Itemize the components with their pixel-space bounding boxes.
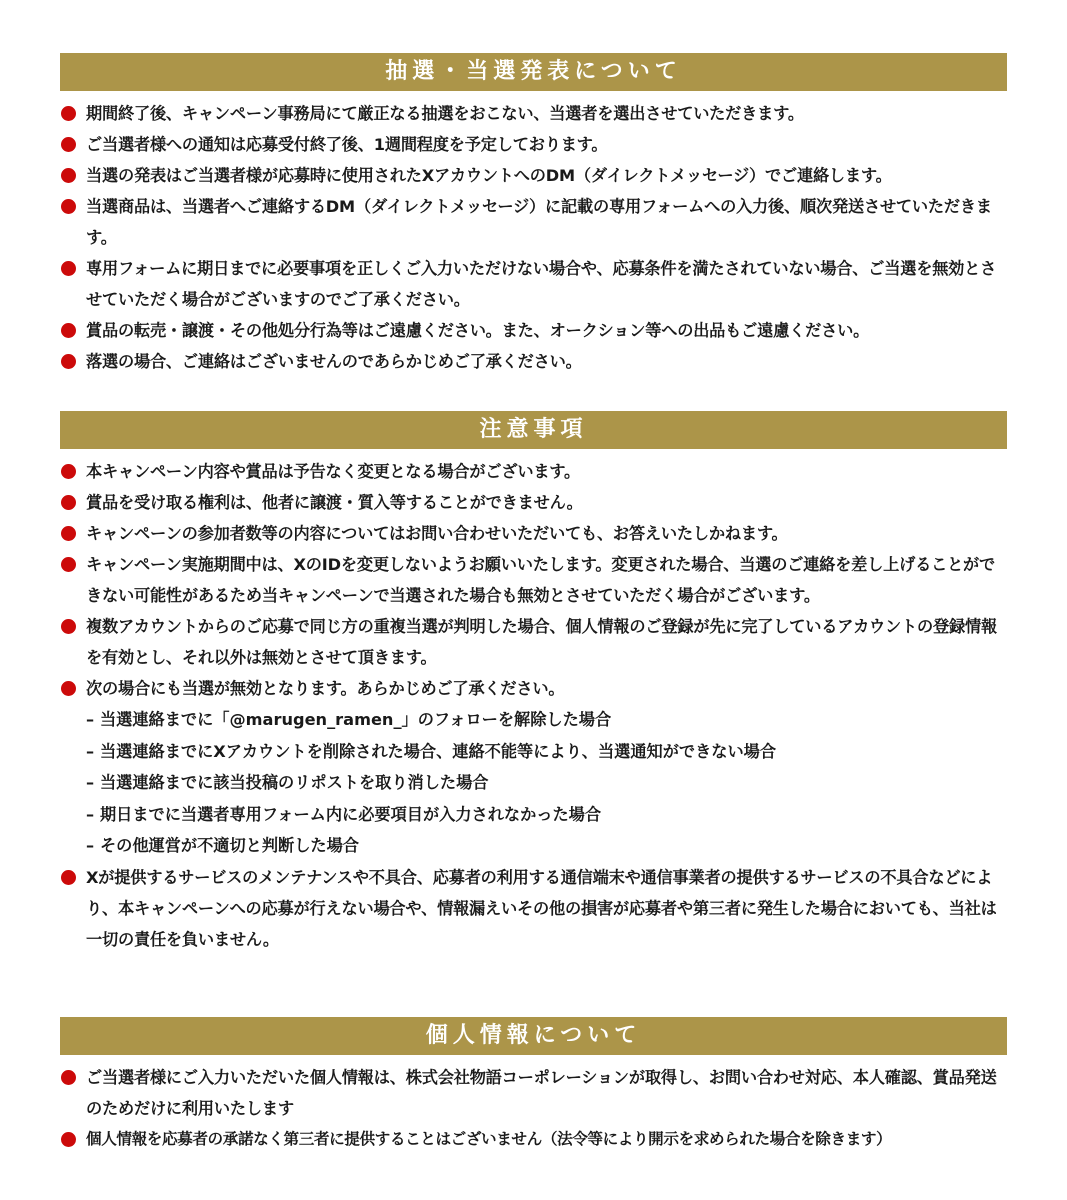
list-item: 当選の発表はご当選者様が応募時に使用されたXアカウントへのDM（ダイレクトメッセージ）でご連絡します。 bbox=[60, 160, 1007, 191]
section-title: 注意事項 bbox=[60, 411, 1007, 449]
list-item: キャンペーンの参加者数等の内容についてはお問い合わせいただいても、お答えいたしかねます。 bbox=[60, 518, 1007, 549]
list-item: 複数アカウントからのご応募で同じ方の重複当選が判明した場合、個人情報のご登録が先に完了しているアカウントの登録情報を有効とし、それ以外は無効とさせて頂きます。 bbox=[60, 611, 1007, 673]
section-notes bbox=[60, 411, 1007, 955]
list-item: キャンペーン実施期間中は、XのIDを変更しないようお願いいたします。変更された場合、当選のご連絡を差し上げることができない可能性があるため当キャンペーンで当選された場合も無効とさせていただく場合がございます。 bbox=[60, 549, 1007, 611]
list-item: ご当選者様への通知は応募受付終了後、1週間程度を予定しております。 bbox=[60, 129, 1007, 160]
dash-icon: – bbox=[86, 741, 95, 761]
sub-list-item: – その他運営が不適切と判断した場合 bbox=[60, 830, 1007, 862]
bullet-icon bbox=[61, 526, 76, 541]
bullet-icon bbox=[61, 261, 76, 276]
bullet-icon bbox=[61, 168, 76, 183]
bullet-icon bbox=[61, 495, 76, 510]
list-item: 期間終了後、キャンペーン事務局にて厳正なる抽選をおこない、当選者を選出させていただきます。 bbox=[60, 98, 1007, 129]
dash-icon: – bbox=[86, 836, 95, 855]
bullet-icon bbox=[61, 1070, 76, 1085]
list-item: 次の場合にも当選が無効となります。あらかじめご了承ください。 bbox=[60, 673, 1007, 704]
bullet-icon bbox=[61, 870, 76, 885]
bullet-icon bbox=[61, 619, 76, 634]
section-title: 個人情報について bbox=[60, 1017, 1007, 1055]
list-item: 当選商品は、当選者へご連絡するDM（ダイレクトメッセージ）に記載の専用フォームへの入力後、順次発送させていただきます。 bbox=[60, 191, 1007, 253]
dash-icon: – bbox=[86, 773, 95, 792]
sub-list-item: – 当選連絡までに「@marugen_ramen_」のフォローを解除した場合 bbox=[60, 704, 1007, 736]
privacy-list bbox=[60, 1062, 1007, 1155]
list-item: ご当選者様にご入力いただいた個人情報は、株式会社物語コーポレーションが取得し、お問い合わせ対応、本人確認、賞品発送のためだけに利用いたします bbox=[60, 1062, 1007, 1124]
bullet-icon bbox=[61, 323, 76, 338]
bullet-icon bbox=[61, 199, 76, 214]
notes-list bbox=[60, 456, 1007, 955]
dash-icon: – bbox=[86, 710, 95, 729]
bullet-icon bbox=[61, 557, 76, 572]
list-item: 個人情報を応募者の承諾なく第三者に提供することはございません（法令等により開示を求められた場合を除きます） bbox=[60, 1124, 1007, 1155]
list-item: 賞品を受け取る権利は、他者に譲渡・質入等することができません。 bbox=[60, 487, 1007, 518]
bullet-icon bbox=[61, 106, 76, 121]
section-title: 抽選・当選発表について bbox=[60, 53, 1007, 91]
list-item: 賞品の転売・譲渡・その他処分行為等はご遠慮ください。また、オークション等への出品もご遠慮ください。 bbox=[60, 315, 1007, 346]
lottery-list bbox=[60, 98, 1007, 377]
sub-list-item: – 当選連絡までにXアカウントを削除された場合、連絡不能等により、当選通知ができない場合 bbox=[60, 736, 1007, 768]
list-item: Xが提供するサービスのメンテナンスや不具合、応募者の利用する通信端末や通信事業者の提供するサービスの不具合などにより、本キャンペーンへの応募が行えない場合や、情報漏えいその他の損害が応募者や第三者に発生した場合においても、当社は一切の責任を負いません。 bbox=[60, 862, 1007, 955]
bullet-icon bbox=[61, 1132, 76, 1147]
bullet-icon bbox=[61, 354, 76, 369]
list-item: 専用フォームに期日までに必要事項を正しくご入力いただけない場合や、応募条件を満たされていない場合、ご当選を無効とさせていただく場合がございますのでご了承ください。 bbox=[60, 253, 1007, 315]
bullet-icon bbox=[61, 681, 76, 696]
section-privacy bbox=[60, 1017, 1007, 1155]
sub-list-item: – 当選連絡までに該当投稿のリポストを取り消した場合 bbox=[60, 767, 1007, 799]
bullet-icon bbox=[61, 464, 76, 479]
bullet-icon bbox=[61, 137, 76, 152]
sub-list-item: – 期日までに当選者専用フォーム内に必要項目が入力されなかった場合 bbox=[60, 799, 1007, 831]
dash-icon: – bbox=[86, 804, 95, 824]
list-item: 落選の場合、ご連絡はございませんのであらかじめご了承ください。 bbox=[60, 346, 1007, 377]
section-lottery bbox=[60, 53, 1007, 377]
list-item: 本キャンペーン内容や賞品は予告なく変更となる場合がございます。 bbox=[60, 456, 1007, 487]
